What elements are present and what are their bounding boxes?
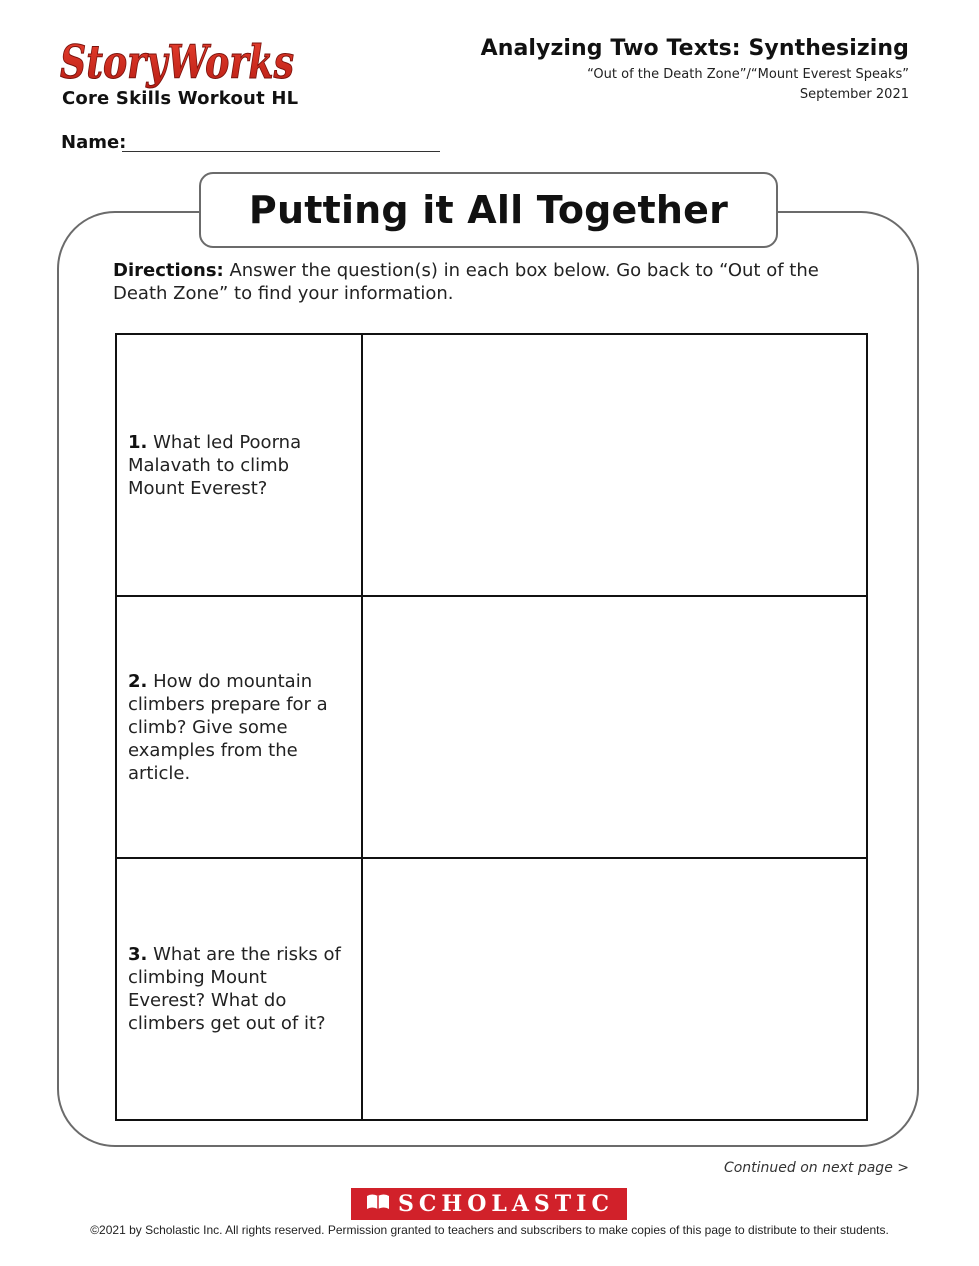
copyright-notice: ©2021 by Scholastic Inc. All rights reserved. Permission granted to teachers and subscribers to make copies of this page to distribute to their students.	[90, 1223, 889, 1237]
question-number: 1.	[128, 431, 148, 453]
question-cell	[116, 858, 362, 1120]
open-book-icon	[366, 1193, 390, 1216]
table-row	[116, 596, 867, 858]
issue-date: September 2021	[799, 87, 909, 102]
worksheet-title: Putting it All Together	[248, 188, 729, 232]
directions	[113, 259, 873, 305]
article-titles: “Out of the Death Zone”/“Mount Everest Speaks”	[587, 67, 909, 82]
name-field[interactable]	[122, 151, 440, 152]
question-2	[117, 670, 361, 785]
directions-label: Directions:	[113, 260, 224, 281]
question-number: 3.	[128, 944, 148, 965]
worksheet-title-box	[199, 172, 778, 248]
question-text: What are the risks of climbing Mount Everest? What do climbers get out of it?	[128, 944, 341, 1034]
answer-box-1[interactable]	[362, 334, 867, 596]
continued-note: Continued on next page >	[723, 1160, 909, 1176]
question-number: 2.	[128, 670, 148, 692]
questions-table	[115, 333, 868, 1121]
scholastic-logo	[351, 1188, 627, 1220]
question-cell	[116, 596, 362, 858]
publisher-name: SCHOLASTIC	[398, 1191, 614, 1217]
question-3	[117, 943, 361, 1035]
question-cell	[116, 334, 362, 596]
table-row	[116, 858, 867, 1120]
directions-text: Answer the question(s) in each box below. Go back to “Out of the Death Zone” to find your information.	[113, 260, 819, 304]
logo-wordmark: StoryWorks	[60, 35, 294, 89]
name-label: Name:	[61, 132, 127, 153]
table-row	[116, 334, 867, 596]
storyworks-logo	[58, 30, 298, 88]
document-title: Analyzing Two Texts: Synthesizing	[480, 36, 909, 61]
answer-box-3[interactable]	[362, 858, 867, 1120]
question-text: What led Poorna Malavath to climb Mount Everest?	[128, 431, 302, 499]
question-1	[117, 431, 361, 500]
workout-subtitle: Core Skills Workout HL	[62, 88, 299, 109]
answer-box-2[interactable]	[362, 596, 867, 858]
question-text: How do mountain climbers prepare for a climb? Give some examples from the article.	[128, 670, 328, 784]
